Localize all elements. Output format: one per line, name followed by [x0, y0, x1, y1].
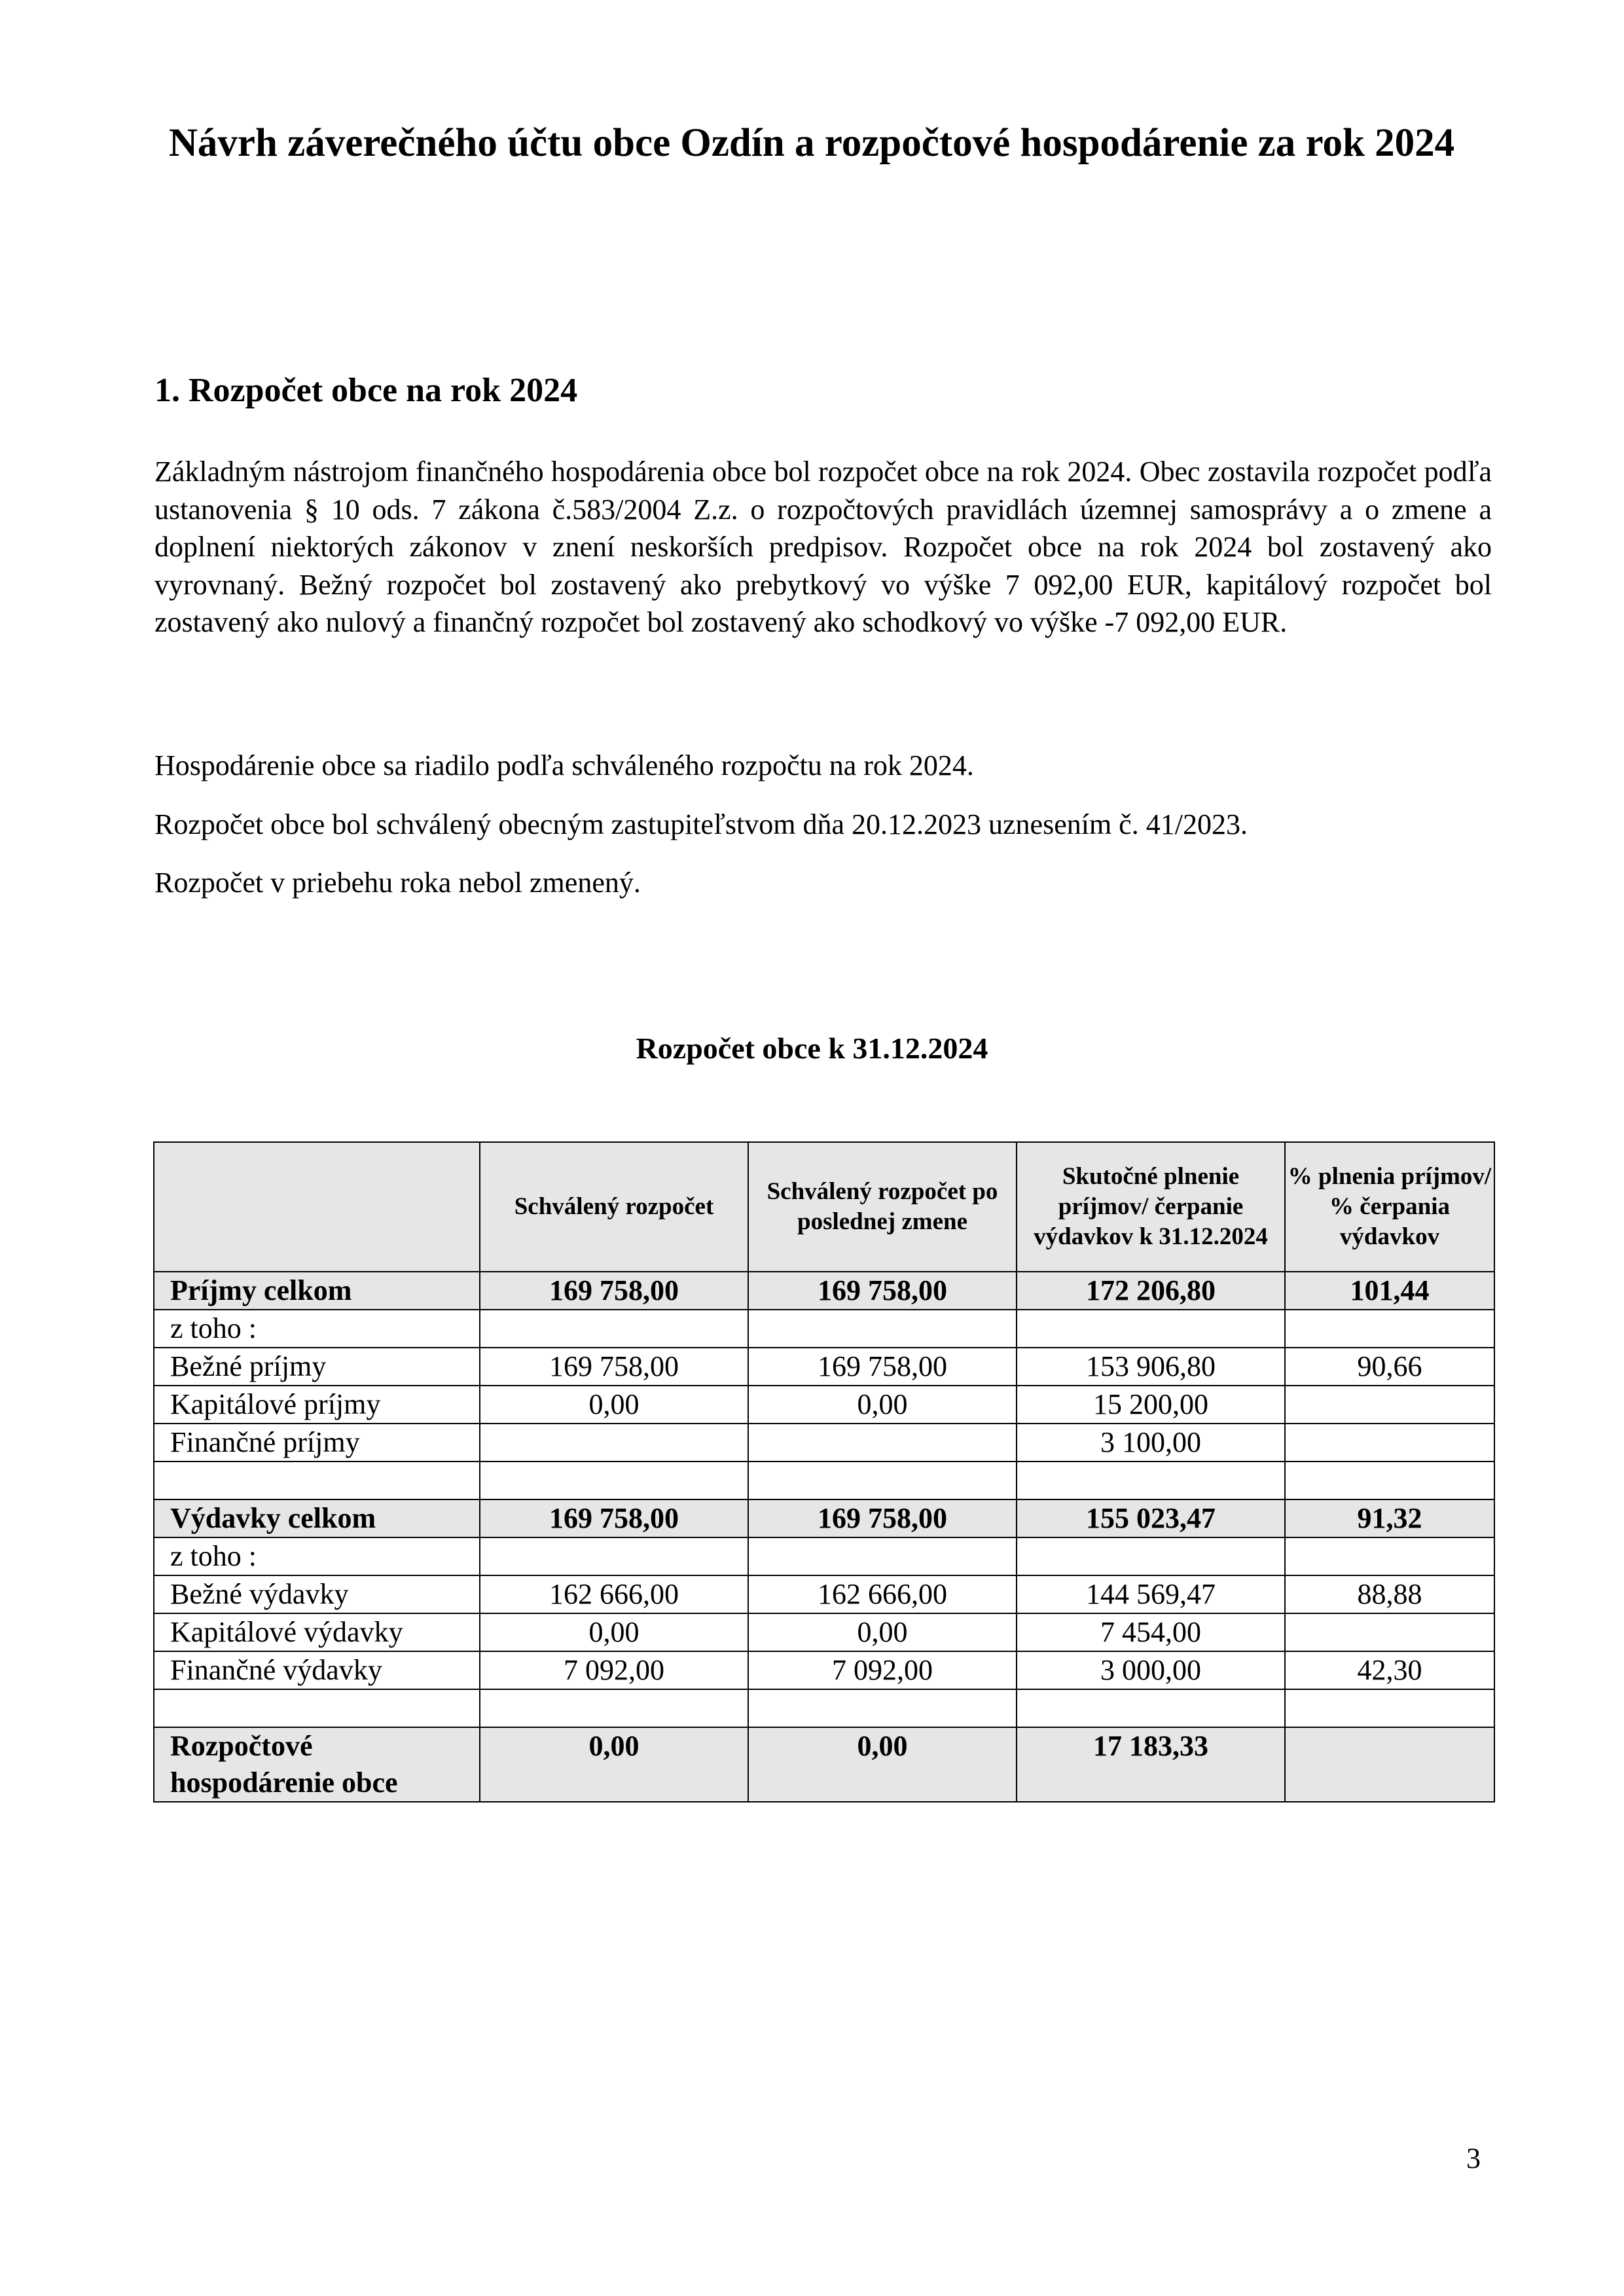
budget-table: [153, 1141, 1495, 1803]
cell-percentage: [1285, 1386, 1494, 1424]
cell-approved: [480, 1424, 748, 1462]
cell-actual: 155 023,47: [1017, 1499, 1285, 1537]
cell-after-change: [748, 1424, 1017, 1462]
table-row: [154, 1310, 1494, 1348]
table-caption: Rozpočet obce k 31.12.2024: [636, 1031, 988, 1065]
cell-approved: 169 758,00: [480, 1348, 748, 1386]
cell-approved: [480, 1537, 748, 1575]
cell-approved: 162 666,00: [480, 1575, 748, 1613]
cell-approved: [480, 1310, 748, 1348]
row-label: Príjmy celkom: [154, 1272, 480, 1310]
no-change-sentence: Rozpočet v priebehu roka nebol zmenený.: [154, 867, 641, 899]
cell-actual: 3 000,00: [1017, 1651, 1285, 1689]
cell-approved: 7 092,00: [480, 1651, 748, 1689]
cell-approved: [480, 1462, 748, 1499]
cell-actual: 7 454,00: [1017, 1613, 1285, 1651]
cell-actual: [1017, 1310, 1285, 1348]
cell-percentage: [1285, 1537, 1494, 1575]
cell-actual: [1017, 1462, 1285, 1499]
cell-percentage: 101,44: [1285, 1272, 1494, 1310]
cell-actual: [1017, 1537, 1285, 1575]
row-label: [154, 1462, 480, 1499]
header-row-label: [154, 1142, 480, 1272]
table-row: [154, 1537, 1494, 1575]
cell-after-change: 162 666,00: [748, 1575, 1017, 1613]
table-row: [154, 1613, 1494, 1651]
row-label: Rozpočtové hospodárenie obce: [154, 1727, 480, 1802]
cell-actual: 172 206,80: [1017, 1272, 1285, 1310]
cell-approved: 169 758,00: [480, 1499, 748, 1537]
cell-after-change: [748, 1537, 1017, 1575]
row-label: Finančné príjmy: [154, 1424, 480, 1462]
cell-after-change: 0,00: [748, 1613, 1017, 1651]
table-row: [154, 1651, 1494, 1689]
cell-after-change: 0,00: [748, 1386, 1017, 1424]
cell-actual: [1017, 1689, 1285, 1727]
cell-actual: 3 100,00: [1017, 1424, 1285, 1462]
cell-after-change: 169 758,00: [748, 1499, 1017, 1537]
table-row: [154, 1499, 1494, 1537]
cell-approved: 0,00: [480, 1613, 748, 1651]
cell-actual: 17 183,33: [1017, 1727, 1285, 1802]
cell-after-change: 169 758,00: [748, 1272, 1017, 1310]
row-label: Bežné príjmy: [154, 1348, 480, 1386]
row-label: Bežné výdavky: [154, 1575, 480, 1613]
approval-sentence: Rozpočet obce bol schválený obecným zastupiteľstvom dňa 20.12.2023 uznesením č. 41/2023.: [154, 808, 1248, 840]
cell-percentage: [1285, 1727, 1494, 1802]
cell-actual: 144 569,47: [1017, 1575, 1285, 1613]
cell-after-change: [748, 1462, 1017, 1499]
row-label: [154, 1689, 480, 1727]
table-row: [154, 1272, 1494, 1310]
cell-percentage: 42,30: [1285, 1651, 1494, 1689]
cell-percentage: 90,66: [1285, 1348, 1494, 1386]
table-row: [154, 1386, 1494, 1424]
table-row: [154, 1727, 1494, 1802]
row-label: Výdavky celkom: [154, 1499, 480, 1537]
cell-after-change: [748, 1310, 1017, 1348]
row-label: z toho :: [154, 1310, 480, 1348]
row-label: z toho :: [154, 1537, 480, 1575]
cell-percentage: 88,88: [1285, 1575, 1494, 1613]
table-row: [154, 1575, 1494, 1613]
cell-approved: 0,00: [480, 1386, 748, 1424]
header-actual: Skutočné plnenie príjmov/ čerpanie výdavkov k 31.12.2024: [1017, 1142, 1285, 1272]
row-label: Kapitálové výdavky: [154, 1613, 480, 1651]
cell-percentage: [1285, 1462, 1494, 1499]
cell-after-change: 0,00: [748, 1727, 1017, 1802]
header-budget-after-change: Schválený rozpočet po poslednej zmene: [748, 1142, 1017, 1272]
cell-actual: 15 200,00: [1017, 1386, 1285, 1424]
page-number: 3: [1466, 2142, 1481, 2174]
cell-actual: 153 906,80: [1017, 1348, 1285, 1386]
table-row: [154, 1424, 1494, 1462]
cell-after-change: 169 758,00: [748, 1348, 1017, 1386]
table-row: [154, 1348, 1494, 1386]
section-heading: 1. Rozpočet obce na rok 2024: [154, 372, 578, 409]
cell-percentage: [1285, 1310, 1494, 1348]
cell-percentage: [1285, 1424, 1494, 1462]
cell-approved: 0,00: [480, 1727, 748, 1802]
intro-paragraph: Základným nástrojom finančného hospodárenia obce bol rozpočet obce na rok 2024. Obec zostavila rozpočet podľa ustanovenia § 10 ods. 7 zákona č.583/2004 Z.z. o rozpočtových pravidlách územnej samosprávy a o zmene a doplnení niektorých zákonov v znení neskorších predpisov. Rozpočet obce na rok 2024 bol zostavený ako vyrovnaný. Bežný rozpočet bol zostavený ako prebytkový vo výške 7 092,00 EUR, kapitálový rozpočet bol zostavený ako nulový a finančný rozpočet bol zostavený ako schodkový vo výške -7 092,00 EUR.: [154, 456, 1492, 638]
table-row: [154, 1462, 1494, 1499]
management-sentence: Hospodárenie obce sa riadilo podľa schváleného rozpočtu na rok 2024.: [154, 749, 974, 781]
cell-percentage: [1285, 1689, 1494, 1727]
page-title: Návrh záverečného účtu obce Ozdín a rozpočtové hospodárenie za rok 2024: [168, 121, 1455, 165]
row-label: Kapitálové príjmy: [154, 1386, 480, 1424]
header-percentage: % plnenia príjmov/ % čerpania výdavkov: [1285, 1142, 1494, 1272]
row-label: Finančné výdavky: [154, 1651, 480, 1689]
header-approved-budget: Schválený rozpočet: [480, 1142, 748, 1272]
cell-approved: [480, 1689, 748, 1727]
table-row: [154, 1689, 1494, 1727]
cell-approved: 169 758,00: [480, 1272, 748, 1310]
cell-after-change: [748, 1689, 1017, 1727]
cell-percentage: 91,32: [1285, 1499, 1494, 1537]
cell-after-change: 7 092,00: [748, 1651, 1017, 1689]
table-header-row: [154, 1142, 1494, 1272]
cell-percentage: [1285, 1613, 1494, 1651]
